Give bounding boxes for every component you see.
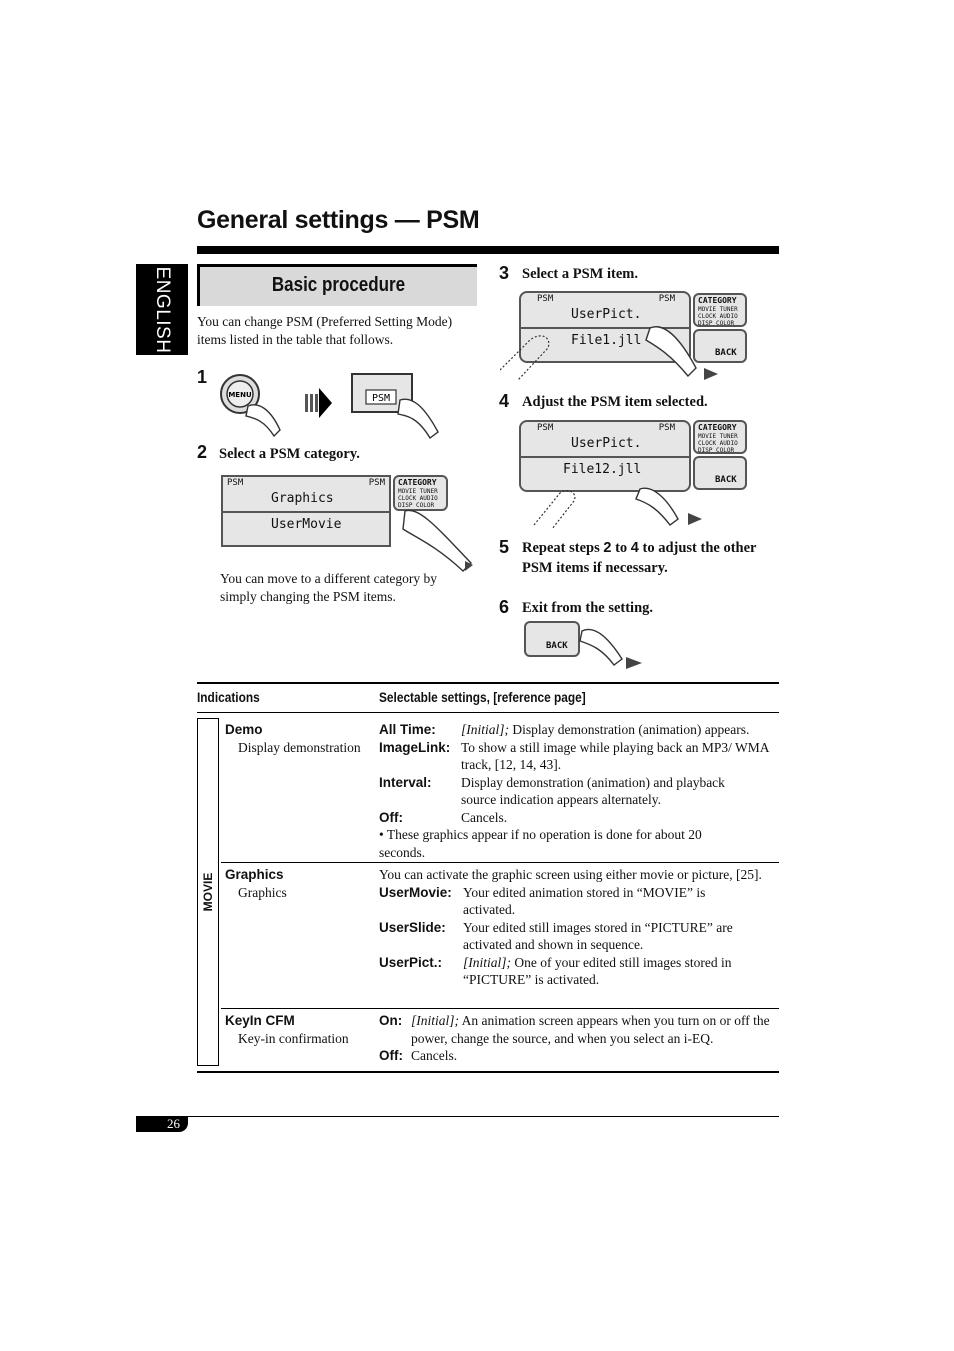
category-sub-1: MOVIE TUNER	[698, 433, 738, 440]
step-5-text	[522, 538, 762, 578]
title-rule	[197, 246, 779, 254]
psm-tag-right: PSM	[368, 478, 385, 488]
setting-label: All Time:	[379, 722, 436, 737]
page-title: General settings — PSM	[197, 206, 480, 234]
initial-marker: [Initial];	[411, 1013, 460, 1028]
page-number: 26	[167, 1116, 180, 1131]
step-5-part-1: Repeat steps	[522, 540, 604, 556]
psm-tag-left: PSM	[537, 423, 554, 433]
row-graphics-desc: Graphics	[238, 884, 287, 900]
back-label: BACK	[546, 641, 568, 651]
step-2-text: Select a PSM category.	[219, 446, 360, 462]
setting-label: UserMovie:	[379, 884, 452, 900]
setting-text: One of your edited still images stored in “PICTURE” is activated.	[463, 954, 732, 987]
page-number-tab	[136, 1116, 188, 1132]
row-divider	[221, 1008, 779, 1009]
movie-group-box	[197, 718, 219, 1066]
finger-pointers-icon	[500, 320, 730, 384]
step-5-part-3: to adjust the other PSM items if necessary.	[522, 540, 757, 576]
step-6-text: Exit from the setting.	[522, 600, 654, 616]
initial-marker: [Initial];	[461, 722, 510, 737]
menu-label: MENU	[228, 391, 252, 399]
category-sub-2: CLOCK AUDIO	[698, 440, 738, 447]
table-header-rule	[197, 712, 779, 713]
row-graphics-intro: You can activate the graphic screen using either movie or picture, [25].	[379, 867, 762, 882]
category-sub-3: DISP COLOR	[698, 320, 735, 327]
table-row	[225, 721, 375, 756]
row-demo-note: • These graphics appear if no operation is done for about 20 seconds.	[379, 827, 702, 860]
setting-label: Interval:	[379, 774, 432, 790]
table-row	[225, 1012, 375, 1047]
setting-label: On:	[379, 1013, 403, 1028]
finger-pointer-icon	[578, 625, 648, 671]
step-6-number: 6	[499, 597, 510, 617]
setting-text: Cancels.	[411, 1048, 458, 1063]
step4-display	[519, 420, 691, 492]
category-label: CATEGORY	[698, 423, 737, 432]
setting-text: Your edited animation stored in “MOVIE” is activated.	[463, 884, 706, 917]
step-5-part-2: to	[611, 540, 631, 556]
category-label: CATEGORY	[698, 296, 737, 305]
table-row	[225, 866, 375, 901]
table-bottom-rule	[197, 1071, 779, 1073]
table-header-settings: Selectable settings, [reference page]	[379, 690, 586, 705]
step2-category-value: Graphics	[271, 491, 334, 506]
step-2-number: 2	[197, 442, 208, 462]
category-sub-2: CLOCK AUDIO	[698, 313, 738, 320]
finger-pointers-icon	[530, 485, 710, 530]
step4-item-value: UserPict.	[571, 436, 642, 451]
category-sub-3: DISP COLOR	[698, 447, 735, 454]
table-header-indications: Indications	[197, 690, 260, 705]
basic-procedure-heading	[197, 264, 477, 306]
psm-button-illustration	[350, 372, 442, 440]
category-sub-1: MOVIE TUNER	[698, 306, 738, 313]
setting-label: Off:	[379, 1048, 403, 1063]
arrow-right-icon	[305, 388, 333, 418]
setting-text: Cancels.	[461, 809, 508, 825]
back-box	[524, 621, 580, 657]
intro-text: You can change PSM (Preferred Setting Mode) items listed in the table that follows.	[197, 314, 453, 347]
step2-item-value: UserMovie	[271, 517, 342, 532]
category-box	[693, 420, 747, 454]
movie-group-label: MOVIE	[201, 872, 215, 912]
step2-display	[221, 475, 391, 547]
psm-tag-left: PSM	[537, 294, 554, 304]
back-label: BACK	[715, 348, 737, 358]
psm-tag-right: PSM	[658, 423, 675, 433]
row-keyin-name: KeyIn CFM	[225, 1013, 295, 1028]
psm-tag-left: PSM	[227, 478, 244, 488]
setting-text: Display demonstration (animation) and playback source indication appears alternately.	[461, 774, 725, 807]
setting-text: Your edited still images stored in “PICTURE” are activated and shown in sequence.	[463, 919, 733, 952]
table-top-rule	[197, 682, 779, 684]
category-sub-2: CLOCK AUDIO	[398, 495, 438, 502]
row-demo-desc: Display demonstration	[238, 739, 361, 755]
setting-label: UserPict.:	[379, 954, 443, 970]
language-tab-label: ENGLISH	[152, 266, 173, 353]
row-demo-settings	[379, 721, 779, 861]
row-graphics-settings	[379, 866, 779, 989]
initial-marker: [Initial];	[463, 954, 512, 970]
back-label: BACK	[715, 475, 737, 485]
setting-text: To show a still image while playing back an MP3/ WMA track, [12, 14, 43].	[461, 739, 769, 772]
psm-tag-right: PSM	[658, 294, 675, 304]
step-3-text: Select a PSM item.	[522, 266, 638, 282]
row-demo-name: Demo	[225, 722, 263, 737]
step-5-ref-2: 4	[630, 540, 639, 556]
step-2-note: You can move to a different category by simply changing the PSM items.	[220, 571, 437, 604]
menu-button-illustration	[218, 368, 288, 440]
row-divider	[221, 862, 779, 863]
finger-pointer-icon	[395, 505, 479, 575]
category-sub-3: DISP COLOR	[398, 502, 435, 509]
basic-procedure-label: Basic procedure	[271, 274, 406, 296]
setting-text: An animation screen appears when you turn on or off the power, change the source, and when you select an i-EQ.	[411, 1013, 770, 1046]
step4-setting-value: File12.jll	[563, 462, 642, 477]
row-graphics-name: Graphics	[225, 867, 284, 882]
step-4-text: Adjust the PSM item selected.	[522, 394, 708, 410]
language-tab	[136, 264, 188, 355]
step-1-number: 1	[197, 367, 208, 387]
setting-label: ImageLink:	[379, 739, 451, 755]
step3-setting-value: File1.jll	[571, 333, 642, 348]
setting-label: Off:	[379, 809, 403, 825]
setting-text: Display demonstration (animation) appears.	[509, 722, 750, 737]
step-5-number: 5	[499, 537, 510, 557]
psm-button-label: PSM	[371, 393, 391, 404]
setting-label: UserSlide:	[379, 919, 446, 935]
step-3-number: 3	[499, 263, 510, 283]
step-4-number: 4	[499, 391, 510, 411]
category-sub-1: MOVIE TUNER	[398, 488, 438, 495]
footer-rule	[136, 1116, 779, 1117]
step-5-ref-1: 2	[603, 540, 612, 556]
category-label: CATEGORY	[398, 478, 437, 487]
step3-item-value: UserPict.	[571, 307, 642, 322]
row-keyin-settings	[379, 1012, 779, 1065]
row-keyin-desc: Key-in confirmation	[238, 1030, 349, 1046]
